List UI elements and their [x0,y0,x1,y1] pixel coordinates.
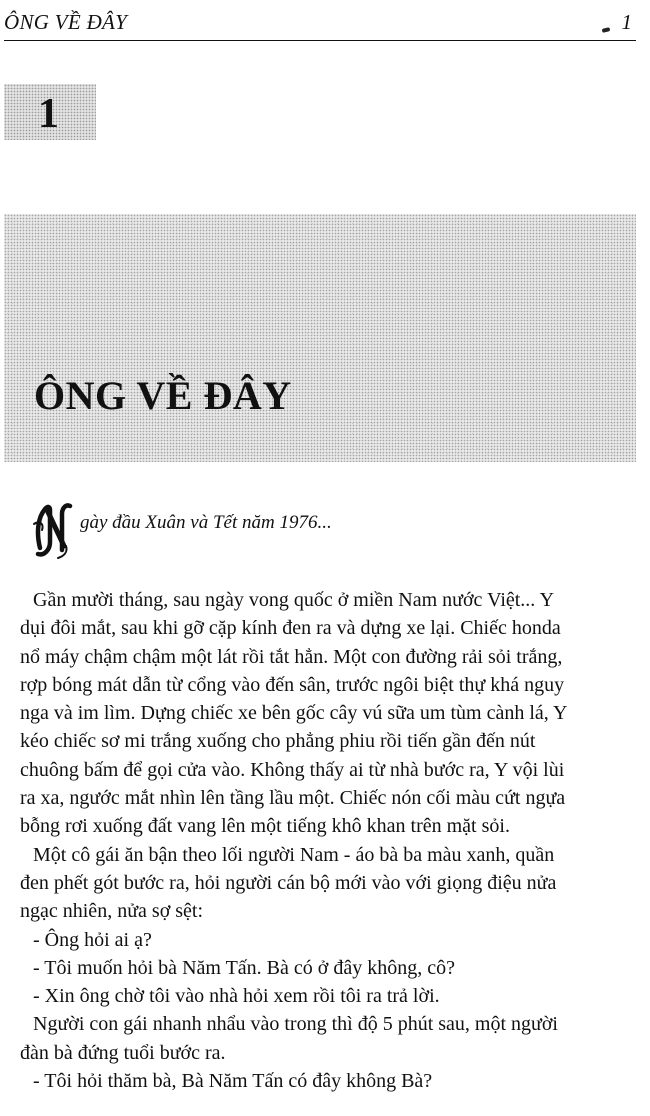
chapter-number: 1 [38,91,59,137]
opening-line [32,500,592,570]
running-header [4,8,636,41]
text-line: Người con gái nhanh nhẩu vào trong thì độ 5 phút sau, một người [33,1013,558,1036]
text-line: ngạc nhiên, nửa sợ sệt: [20,900,204,923]
chapter-number-box [4,84,96,140]
chapter-title-panel [4,214,636,462]
chapter-title: ÔNG VỀ ĐÂY [34,373,292,418]
dropcap-n-ornament [32,502,74,560]
text-line: - Tôi hỏi thăm bà, Bà Năm Tấn có đây không Bà? [33,1070,433,1093]
text-line: rợp bóng mát dẫn từ cổng vào đến sân, trước ngôi biệt thự khá nguy [20,673,565,696]
text-line: chuông bấm để gọi cửa vào. Không thấy ai từ nhà bước ra, Y vội lùi [20,758,565,781]
body-text [20,586,630,1095]
text-line: nổ máy chậm chậm một lát rồi tắt hẳn. Một con đường rải sỏi trắng, [20,645,563,668]
header-ink-mark [602,27,611,33]
text-line: kéo chiếc sơ mi trắng xuống cho phẳng phiu rồi tiến gần đến nút [20,730,536,753]
page-number: 1 [621,10,632,34]
text-line: đen phết gót bước ra, hỏi người cán bộ mới vào với giọng điệu nửa [20,871,557,894]
text-line: - Xin ông chờ tôi vào nhà hỏi xem rồi tôi ra trả lời. [33,985,440,1008]
opening-text: gày đầu Xuân và Tết năm 1976... [80,512,332,533]
text-line: nga và im lìm. Dựng chiếc xe bên gốc cây vú sữa um tùm cành lá, Y [20,702,568,725]
text-line: bỗng rơi xuống đất vang lên một tiếng khô khan trên mặt sỏi. [20,815,510,838]
text-line: dụi đôi mắt, sau khi gỡ cặp kính đen ra và dựng xe lại. Chiếc honda [20,617,561,640]
text-line: Một cô gái ăn bận theo lối người Nam - áo bà ba màu xanh, quần [33,843,555,866]
text-line: - Tôi muốn hỏi bà Năm Tấn. Bà có ở đây không, cô? [33,956,455,979]
text-line: - Ông hỏi ai ạ? [33,928,152,951]
running-title: ÔNG VỀ ĐÂY [4,10,128,34]
text-line: ra xa, ngước mắt nhìn lên tầng lầu một. Chiếc nón cối màu cứt ngựa [20,787,566,810]
text-line: đàn bà đứng tuổi bước ra. [20,1041,226,1064]
text-line: Gần mười tháng, sau ngày vong quốc ở miền Nam nước Việt... Y [33,589,555,611]
